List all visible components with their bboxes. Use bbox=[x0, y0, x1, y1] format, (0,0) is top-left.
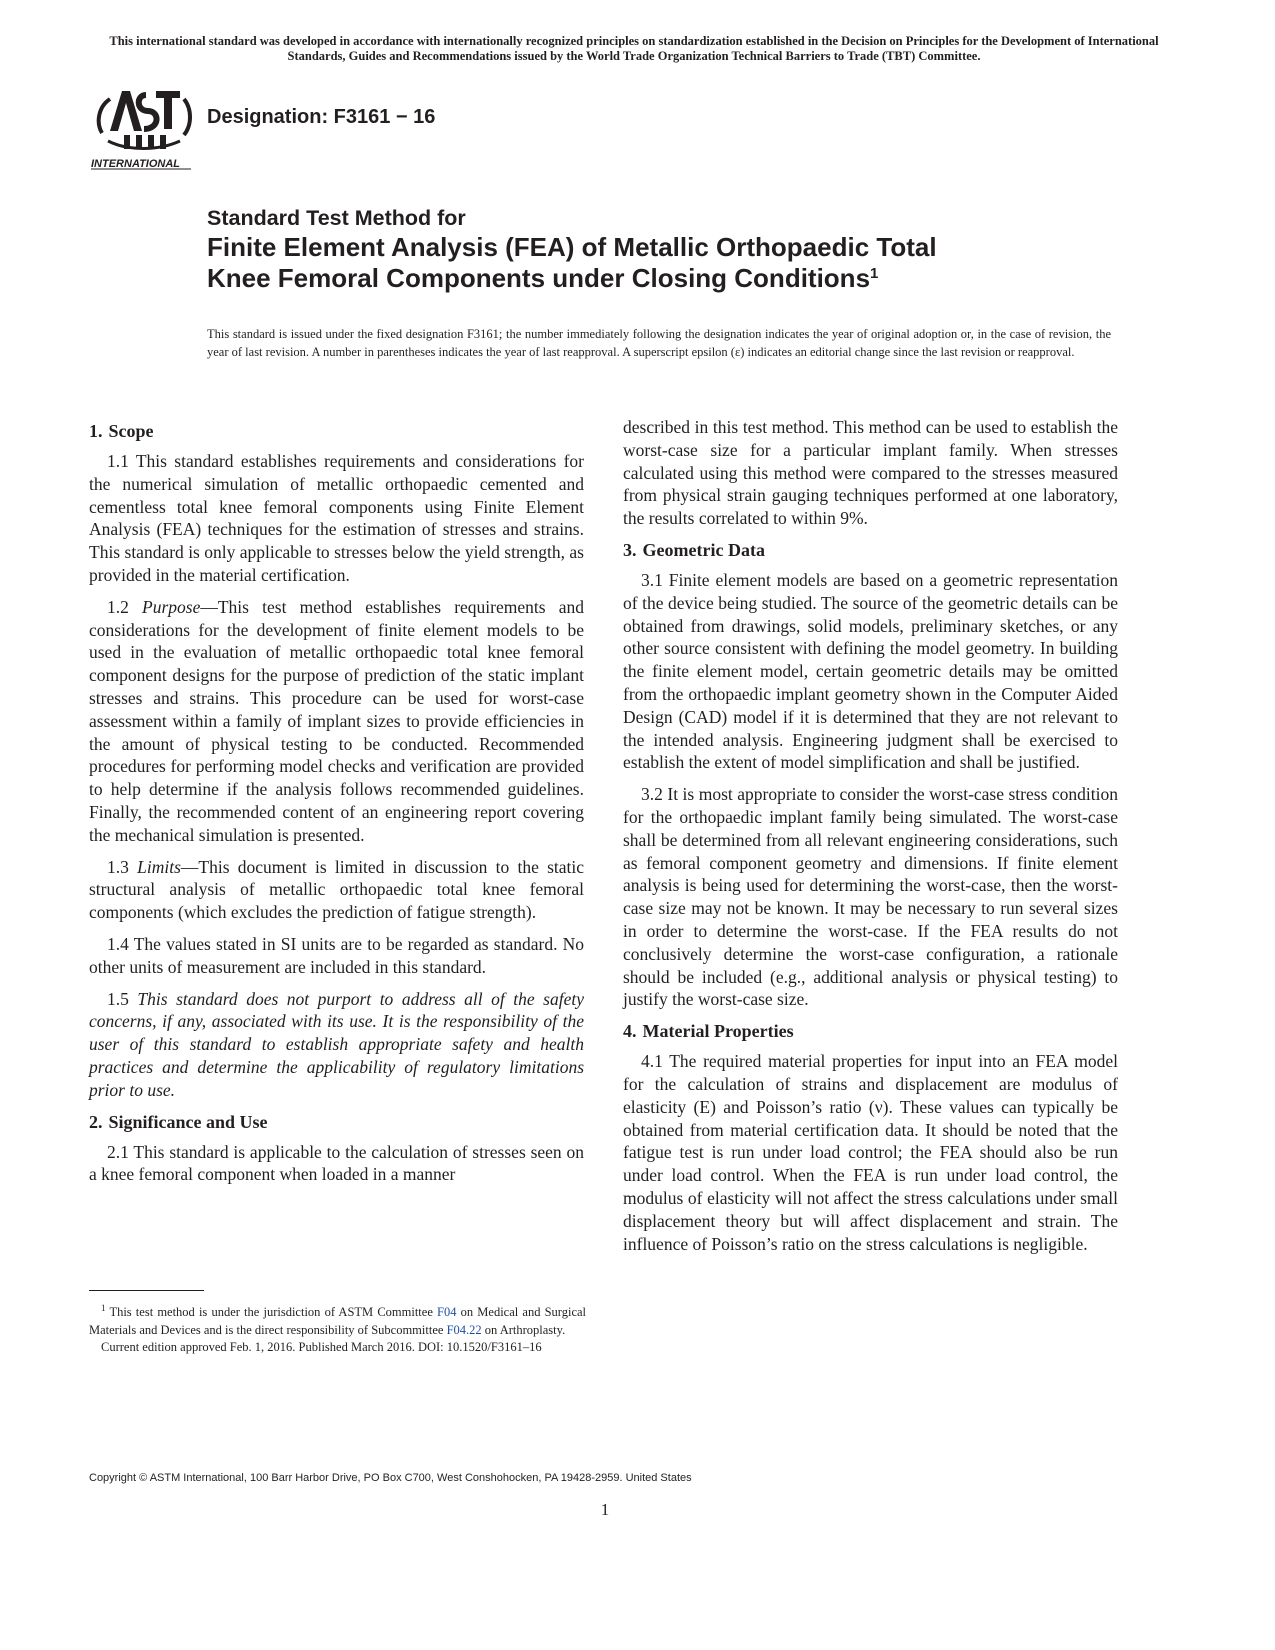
astm-logo bbox=[88, 85, 198, 171]
title-line-2: Finite Element Analysis (FEA) of Metallic Orthopaedic Total bbox=[207, 232, 937, 262]
para-2-1-continued: described in this test method. This method can be used to establish the worst-case size for a particular implant family. When stresses calculated using this method were compared to the stresses measured from physical strain gauging techniques performed at one laboratory, the results correlated to within 9%. bbox=[623, 417, 1118, 529]
astm-globe-icon bbox=[99, 91, 190, 149]
para-1-5: 1.5 This standard does not purport to address all of the safety concerns, if any, associated with its use. It is the responsibility of the user of this standard to establish appropriate safety and health practices and determine the applicability of regulatory limitations prior to use. bbox=[89, 988, 585, 1100]
para-1-1: 1.1 This standard establishes requirements and considerations for the numerical simulation of metallic orthopaedic cemented and cementless total knee femoral components using Finite Element Analysis (FEA) techniques for the estimation of stresses and strains. This standard is only applicable to stresses below the yield strength, as provided in the material certification. bbox=[89, 451, 584, 585]
para-1-3: 1.3 Limits—This document is limited in discussion to the static structural analysis of metallic orthopaedic total knee femoral components (which excludes the prediction of fatigue strength). bbox=[89, 856, 585, 923]
footnote-divider bbox=[89, 1290, 204, 1291]
footnote-edition: Current edition approved Feb. 1, 2016. Published March 2016. DOI: 10.1520/F3161–16 bbox=[101, 1340, 542, 1355]
left-column bbox=[89, 414, 584, 1195]
title-footnote-mark: 1 bbox=[870, 265, 879, 282]
para-4-1: 4.1 The required material properties for input into an FEA model for the calculation of strains and displacement are modulus of elasticity (E) and Poisson’s ratio (ν). These values can typically be obtained from material certification data. It should be noted that the fatigue test is run under load control; the FEA should also be run under load control. When the FEA is run under load control, the modulus of elasticity will not affect the stress calculations under small displacement theory but will affect displacement and strain. The influence of Poisson’s ratio on the stress calculations is negligible. bbox=[623, 1051, 1118, 1254]
subcommittee-f04-22-link[interactable]: F04.22 bbox=[446, 1322, 482, 1337]
issuance-statement: This standard is issued under the fixed designation F3161; the number immediately following the designation indicates the year of original adoption or, in the case of revision, the year of last revision. A number in parentheses indicates the year of last reapproval. A superscript epsilon (ε) indicates an editorial change since the last revision or reapproval. bbox=[207, 327, 1111, 359]
designation: Designation: F3161 − 16 bbox=[207, 106, 436, 128]
title-line-3-text: Knee Femoral Components under Closing Conditions bbox=[207, 263, 871, 293]
limits-label: Limits bbox=[137, 856, 181, 877]
title-line-3 bbox=[207, 263, 1107, 294]
purpose-label: Purpose bbox=[142, 596, 201, 617]
copyright: Copyright © ASTM International, 100 Barr Harbor Drive, PO Box C700, West Conshohocken, PA 19428-2959. United States bbox=[89, 1472, 692, 1484]
footnote-1: $^1$ This test method is under the jurisdiction of ASTM Committee F04 on Medical and Surgical Materials and Devices and is the direct responsibility of Subcommittee F04.22 on Arthroplasty. bbox=[89, 1303, 587, 1337]
document-title bbox=[207, 205, 1107, 294]
title-line-1: Standard Test Method for bbox=[207, 206, 466, 230]
para-1-4: 1.4 The values stated in SI units are to be regarded as standard. No other units of measurement are included in this standard. bbox=[89, 933, 584, 977]
para-2-1: 2.1 This standard is applicable to the calculation of stresses seen on a knee femoral component when loaded in a manner bbox=[89, 1141, 584, 1185]
para-3-1: 3.1 Finite element models are based on a geometric representation of the device being studied. The source of the geometric details can be obtained from drawings, solid models, preliminary sketches, or any other source consistent with defining the model geometry. In building the finite element model, certain geometric details may be omitted from the orthopaedic implant geometry shown in the Computer Aided Design (CAD) model if it is determined that they are not relevant to the intended analysis. Engineering judgment shall be exercised to establish the extent of model simplification and shall be justified. bbox=[623, 569, 1118, 773]
section-1-heading: 1. Scope bbox=[89, 421, 154, 441]
section-3-heading: 3. Geometric Data bbox=[623, 539, 765, 560]
committee-f04-link[interactable]: F04 bbox=[437, 1305, 457, 1320]
footnote bbox=[89, 1300, 586, 1357]
wto-notice: This international standard was developed in accordance with internationally recognized principles on standardization established in the Decision on Principles for the Development of International Standards, Guides and Recommendations issued by the World Trade Organization Technical Barriers to Trade (TBT) Committee. bbox=[109, 34, 1159, 63]
page-number: 1 bbox=[600, 1500, 610, 1519]
section-4-heading: 4. Material Properties bbox=[623, 1021, 794, 1042]
para-1-2: 1.2 Purpose—This test method establishes requirements and considerations for the development of finite element models to be used in the evaluation of metallic orthopaedic total knee femoral component designs for the purpose of prediction of the static implant stresses and strains. This procedure can be used for worst-case assessment within a family of implant sizes to provide efficiencies in the amount of physical testing to be conducted. Recommended procedures for performing model checks and verification are provided to help determine if the analysis follows recommended guidelines. Finally, the recommended content of an engineering report covering the mechanical simulation is presented. bbox=[89, 596, 584, 845]
section-2-heading: 2. Significance and Use bbox=[89, 1111, 268, 1132]
logo-caption: INTERNATIONAL bbox=[91, 158, 181, 170]
right-column bbox=[623, 416, 1118, 1264]
para-3-2: 3.2 It is most appropriate to consider the worst-case stress condition for the orthopaedic implant family being simulated. The worst-case shall be determined from all relevant engineering considerations, such as femoral component geometry and dimensions. If finite element analysis is being used for determining the worst-case, then the worst-case size may not be known. It may be necessary to run several sizes in order to determine the worst-case. If the FEA results do not conclusively determine the worst-case configuration, a rationale should be included (e.g., additional analysis or physical testing) to justify the worst-case size. bbox=[623, 784, 1118, 1010]
